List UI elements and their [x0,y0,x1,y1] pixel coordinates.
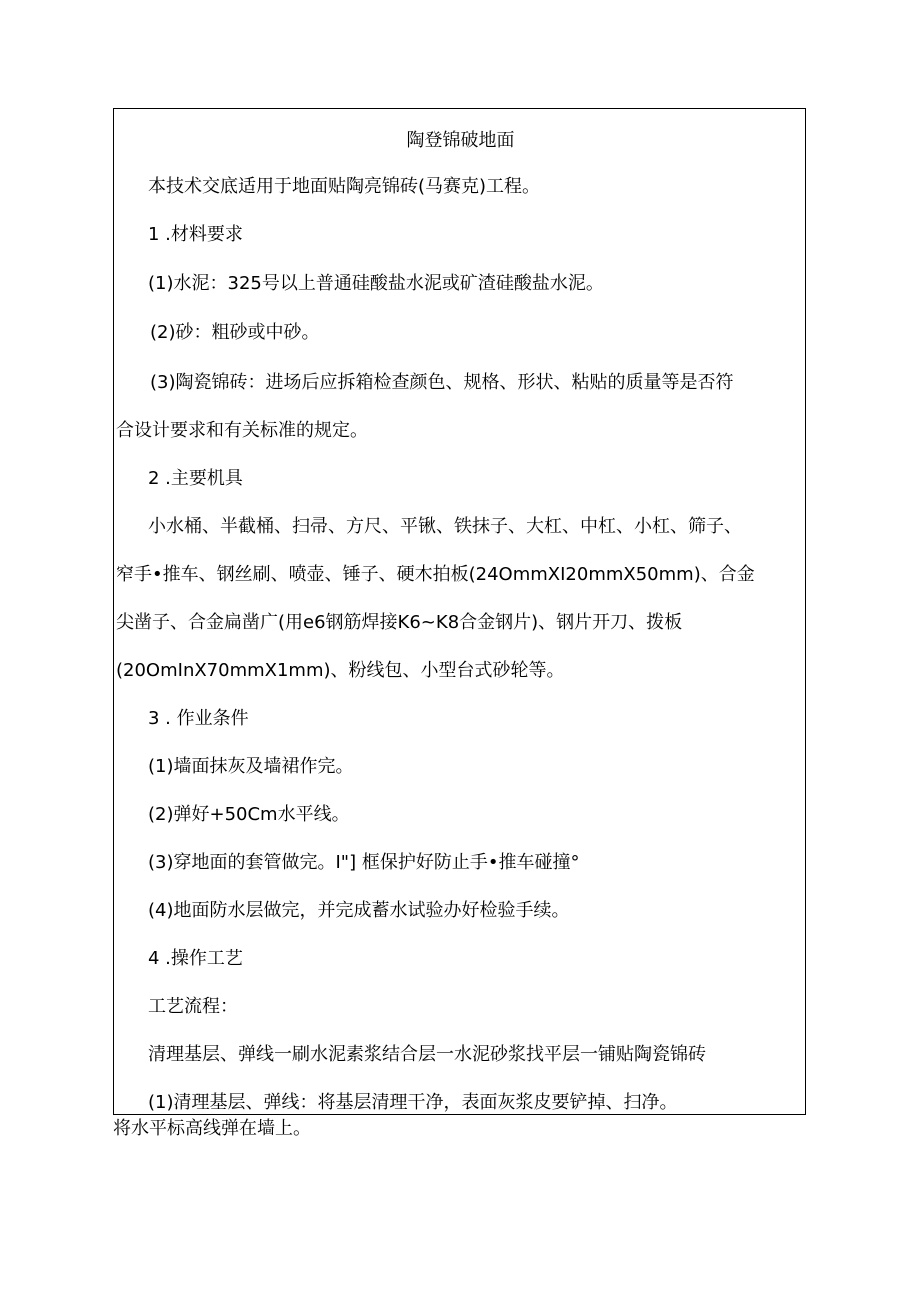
condition-item-4: (4)地面防水层做完，并完成蓄水试验办好检验手续。 [148,900,570,921]
document-frame [113,108,806,1115]
tools-line-4: (20OmInX70mmX1mm)、粉线包、小型台式砂轮等。 [116,660,565,681]
process-step-1: (1)清理基层、弹线：将基层清理干净，表面灰浆皮要铲掉、扫净。 [148,1092,678,1113]
material-item-mosaic-continued: 合设计要求和有关标准的规定。 [116,420,368,441]
tools-line-2: 窄手•推车、钢丝刷、喷壶、锤子、硬木拍板(24OmmXI20mmX50mm)、合金 [116,564,755,585]
intro-paragraph: 本技术交底适用于地面贴陶亮锦砖(马赛克)工程。 [148,176,541,197]
continuation-text: 将水平标高线弹在墙上。 [113,1118,311,1139]
process-flow-label: 工艺流程： [148,996,238,1017]
section-heading-conditions: 3 . 作业条件 [148,708,249,729]
condition-item-1: (1)墙面抹灰及墙裙作完。 [148,756,354,777]
condition-item-3: (3)穿地面的套管做完。I"] 框保护好防止手•推车碰撞° [148,852,580,873]
section-heading-process: 4 .操作工艺 [148,948,243,969]
tools-line-3: 尖凿子、合金扁凿广(用e6钢筋焊接K6~K8合金钢片)、钢片开刀、拨板 [116,612,683,633]
process-flow-steps: 清理基层、弹线一刷水泥素浆结合层一水泥砂浆找平层一铺贴陶瓷锦砖 [148,1044,706,1065]
section-heading-tools: 2 .主要机具 [148,468,243,489]
document-title: 陶登锦破地面 [406,130,515,151]
material-item-sand: (2)砂：粗砂或中砂。 [150,322,320,343]
material-item-cement: (1)水泥：325号以上普通硅酸盐水泥或矿渣硅酸盐水泥。 [148,273,604,294]
condition-item-2: (2)弹好+50Cm水平线。 [148,804,350,825]
material-item-mosaic: (3)陶瓷锦砖：进场后应拆箱检查颜色、规格、形状、粘贴的质量等是否符 [150,372,734,393]
section-heading-materials: 1 .材料要求 [148,224,243,245]
tools-line-1: 小水桶、半截桶、扫帚、方尺、平锹、铁抹子、大杠、中杠、小杠、筛子、 [148,516,742,537]
